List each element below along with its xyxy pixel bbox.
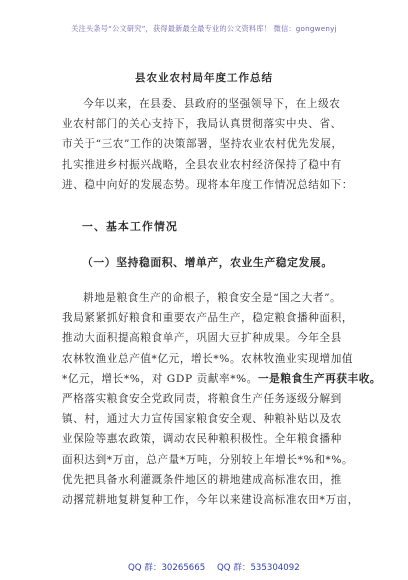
intro-line: 进、稳中向好的发展态势。现将本年度工作情况总结如下： [62, 178, 354, 191]
header-banner: 关注头条号“公文研究”，获得最新最全最专业的公文资料库！ 微信：gongwenyj [71, 24, 337, 33]
body-line: 推动大面积提高粮食单产，巩固大豆扩种成果。今年全县 [62, 332, 342, 345]
intro-line: 市关于“三农”工作的决策部署，坚持农业农村优先发展， [62, 138, 343, 151]
body-line: *亿元，增长*%，对 GDP 贡献率*%。 [62, 372, 258, 385]
intro-paragraph [62, 94, 356, 195]
footer [0, 561, 408, 575]
body-line-with-emphasis [62, 369, 382, 389]
body-line: 优先把具备水利灌溉条件地区的耕地建成高标准农田，推 [62, 473, 342, 486]
intro-line: 业农村部门的关心支持下，我局认真贯彻落实中央、省、 [62, 118, 342, 131]
bold-emphasis: 一是粮食生产再获丰收。 [257, 372, 382, 385]
body-line: 业保险等惠农政策，调动农民种粮积极性。全年粮食播种 [62, 433, 342, 446]
footer-qq-group-1: QQ 群：30265665 [128, 563, 206, 573]
body-paragraph [62, 288, 382, 510]
body-line: 严格落实粮食安全党政同责，将粮食生产任务逐级分解到 [62, 393, 342, 406]
section-heading: 一、基本工作情况 [82, 220, 178, 233]
body-line: 镇、村，通过大力宣传国家粮食安全观、种粮补贴以及农 [62, 413, 342, 426]
document-title: 县农业农村局年度工作总结 [135, 72, 273, 84]
intro-line: 今年以来，在县委、县政府的坚强领导下，在上级农 [83, 98, 341, 110]
body-line: 耕地是粮食生产的命根子，粮食安全是“国之大者”。 [83, 292, 342, 304]
intro-line: 扎实推进乡村振兴战略，全县农业农村经济保持了稳中有 [62, 158, 342, 171]
body-line: 动撂荒耕地复耕复种工作，今年以来建设高标准农田*万亩， [62, 494, 359, 507]
subsection-heading: （一）坚持稳面积、增单产，农业生产稳定发展。 [82, 256, 333, 269]
footer-qq-group-2: QQ 群：535304092 [217, 563, 300, 573]
body-line: 农林牧渔业总产值*亿元，增长*%。农林牧渔业实现增加值 [62, 352, 354, 365]
body-line: 我局紧紧抓好粮食和重要农产品生产，稳定粮食播种面积， [62, 312, 354, 325]
body-line: 面积达到*万亩，总产量*万吨，分别较上年增长*%和*%。 [62, 453, 354, 466]
